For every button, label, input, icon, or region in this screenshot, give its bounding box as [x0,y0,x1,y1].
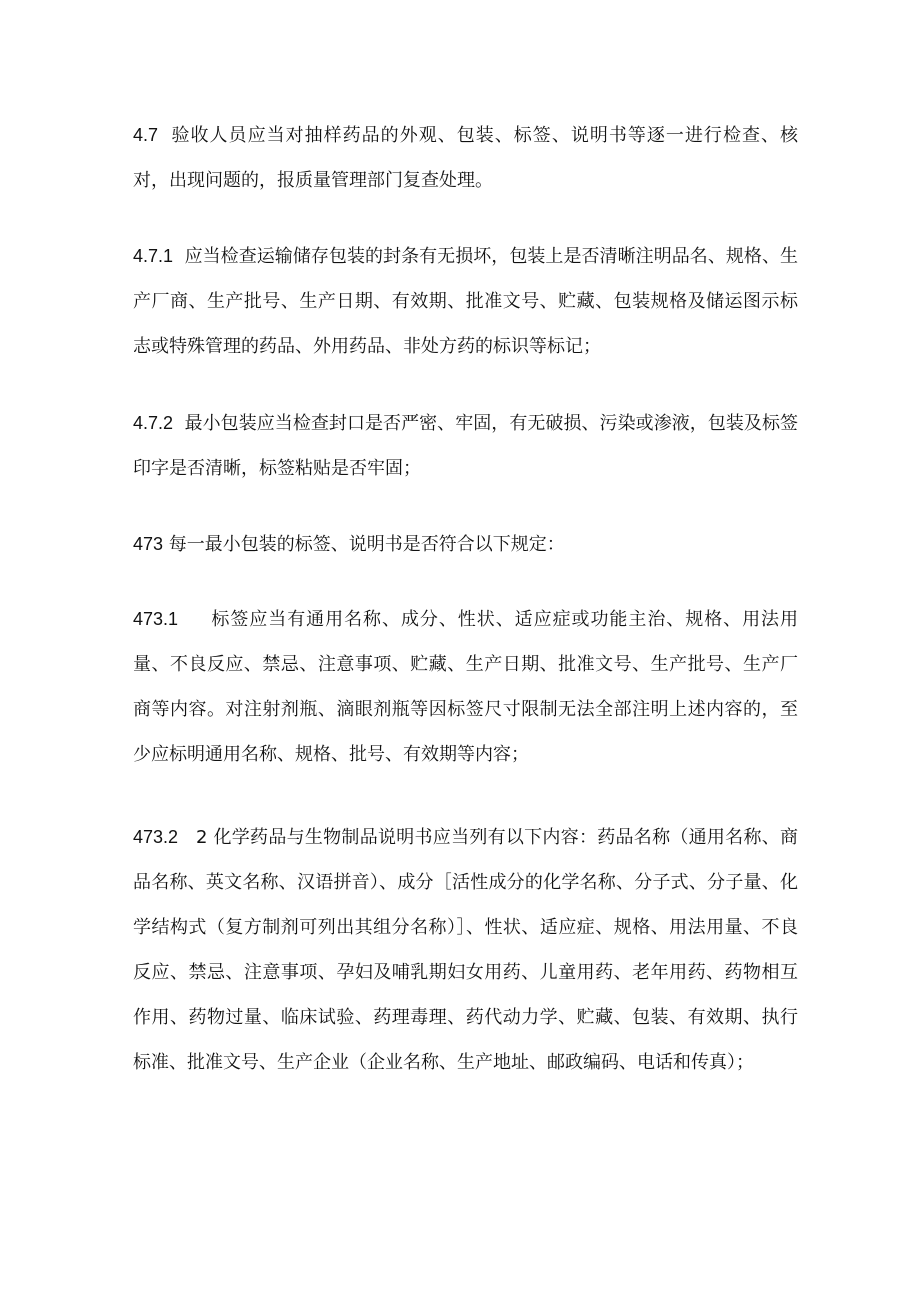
section-number: 4.7 [133,125,159,145]
paragraph-text: 标签应当有通用名称、成分、性状、适应症或功能主治、规格、用法用量、不良反应、禁忌、注意事项、贮藏、生产日期、批准文号、生产批号、生产厂商等内容。对注射剂瓶、滴眼剂瓶等因标签尺寸限制无法全部注明上述内容的，至少应标明通用名称、规格、批号、有效期等内容； [133,609,798,765]
section-separator [178,609,211,630]
paragraph-text: 应当检查运输储存包装的封条有无损坏，包装上是否清晰注明品名、规格、生产厂商、生产批号、生产日期、有效期、批准文号、贮藏、包装规格及储运图示标志或特殊管理的药品、外用药品、非处方药的标识等标记； [133,246,798,357]
section-number: 4.7.1 [133,246,174,266]
paragraph-473 [133,522,798,567]
paragraph-4-7-1 [133,234,798,369]
section-number: 473.2 [133,827,179,847]
paragraph-473-2 [133,815,798,1085]
section-number: 473 [133,534,164,554]
paragraph-473-1 [133,597,798,777]
paragraph-4-7-2 [133,401,798,491]
paragraph-text: 2 化学药品与生物制品说明书应当列有以下内容：药品名称（通用名称、商品名称、英文名称、汉语拼音）、成分［活性成分的化学名称、分子式、分子量、化学结构式（复方制剂可列出其组分名称）］、性状、适应症、规格、用法用量、不良反应、禁忌、注意事项、孕妇及哺乳期妇女用药、儿童用药、老年用药、药物相互作用、药物过量、临床试验、药理毒理、药代动力学、贮藏、包装、有效期、执行标准、批准文号、生产企业（企业名称、生产地址、邮政编码、电话和传真）； [133,827,799,1073]
section-separator [173,413,185,434]
section-separator [173,246,185,267]
section-separator [158,125,171,146]
paragraph-text: 最小包装应当检查封口是否严密、牢固，有无破损、污染或渗液，包装及标签印字是否清晰，标签粘贴是否牢固； [133,413,798,479]
section-number: 473.1 [133,609,179,629]
paragraph-text: 每一最小包装的标签、说明书是否符合以下规定： [168,534,565,555]
paragraph-text: 验收人员应当对抽样药品的外观、包装、标签、说明书等逐一进行检查、核对，出现问题的，报质量管理部门复查处理。 [133,125,798,191]
section-separator [178,827,196,848]
section-number: 4.7.2 [133,413,174,433]
paragraph-4-7 [133,113,798,203]
